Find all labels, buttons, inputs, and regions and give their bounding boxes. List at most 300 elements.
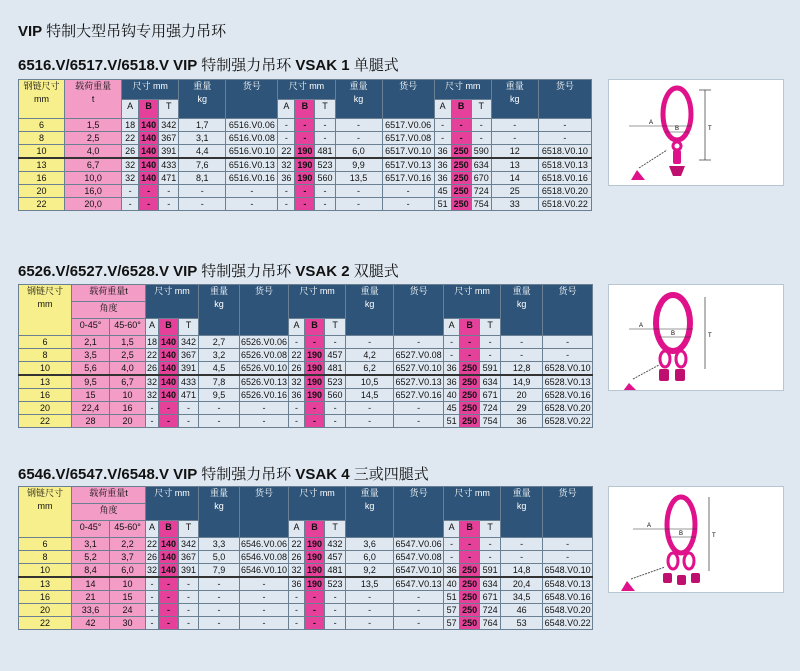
table-cell: - — [394, 591, 444, 604]
col-weight-1-unit: kg — [214, 501, 224, 511]
table-cell: - — [543, 349, 593, 362]
table-cell: 6 — [19, 336, 72, 349]
sling-1-leg-illustration — [609, 80, 783, 185]
table-cell: - — [444, 538, 460, 551]
table-cell: 250 — [460, 604, 480, 617]
table-cell: 26 — [147, 552, 158, 562]
table-cell: 32 — [122, 172, 139, 185]
table-cell: 51 — [444, 591, 460, 604]
col-b-3: B — [460, 319, 480, 336]
table-cell: 190 — [295, 172, 315, 185]
section-2-title-legs: 双腿式 — [353, 263, 399, 280]
col-code-3: 货号 — [543, 285, 593, 336]
table-cell: - — [146, 402, 159, 415]
table-cell: 15 — [72, 389, 110, 402]
table-row — [19, 119, 592, 132]
table-cell: - — [346, 591, 394, 604]
table-cell: 140 — [159, 349, 179, 362]
col-chain-size-label: 钢链尺寸 — [26, 488, 63, 498]
table-row — [19, 132, 592, 145]
table-cell: 6528.V0.22 — [544, 416, 591, 426]
table-cell: 5,0 — [199, 551, 240, 564]
col-t-1: T — [179, 521, 199, 538]
table-cell: - — [159, 402, 179, 415]
table-cell: - — [543, 538, 593, 551]
table-cell: 590 — [471, 145, 491, 159]
table-cell: 591 — [480, 362, 501, 376]
table-cell: - — [289, 336, 305, 349]
table-cell: 250 — [460, 577, 480, 591]
col-dim-3: 尺寸 mm — [444, 285, 501, 319]
table-cell: - — [394, 617, 444, 630]
col-dim-2: 尺寸 mm — [289, 285, 346, 319]
table-cell: - — [295, 185, 315, 198]
table-cell: 10,0 — [65, 172, 122, 185]
table-cell: - — [315, 119, 335, 132]
table-cell: 6547.V0.06 — [395, 539, 442, 549]
table-cell: - — [305, 336, 325, 349]
col-a-1: A — [146, 319, 159, 336]
table-cell: 1,5 — [110, 336, 146, 349]
table-cell: - — [305, 617, 325, 630]
label-t: T — [708, 126, 712, 132]
table-cell: 523 — [325, 375, 346, 389]
table-cell: - — [335, 185, 382, 198]
table-cell: - — [444, 336, 460, 349]
table-cell: - — [444, 551, 460, 564]
table-cell: - — [394, 336, 444, 349]
table-cell: 57 — [444, 604, 460, 617]
table-row — [19, 604, 593, 617]
col-dim-3: 尺寸 mm — [444, 487, 501, 521]
table-cell: 250 — [451, 185, 471, 198]
table-cell: - — [289, 591, 305, 604]
table-cell: 6518.V0.10 — [538, 145, 591, 159]
col-weight-3-unit: kg — [510, 94, 520, 104]
col-weight-2-label: 重量 — [360, 488, 379, 498]
table-cell: 6,0 — [346, 551, 394, 564]
table-cell: 26 — [289, 362, 305, 376]
table-cell: 24 — [110, 604, 146, 617]
table-cell: 32 — [147, 390, 158, 400]
table-cell: 342 — [179, 336, 199, 349]
table-cell: 13,5 — [346, 577, 394, 591]
table-cell: 12,8 — [501, 362, 543, 376]
table-cell: 6548.V0.20 — [544, 605, 591, 615]
table-row — [19, 617, 593, 630]
table-cell: 6516.V0.08 — [226, 132, 278, 145]
label-b: B — [679, 531, 684, 537]
table-cell: 10 — [19, 564, 72, 578]
table-cell: 432 — [325, 538, 346, 551]
sling-diagram-1-leg — [608, 79, 784, 186]
table-cell: - — [199, 604, 240, 617]
table-cell: 10 — [110, 389, 146, 402]
table-cell: 2,5 — [110, 349, 146, 362]
table-cell: 6 — [19, 538, 72, 551]
table-cell: - — [159, 415, 179, 428]
table-cell: - — [480, 336, 501, 349]
table-cell: 190 — [305, 538, 325, 551]
table-cell: 391 — [179, 362, 199, 376]
table-cell: 6,0 — [110, 564, 146, 578]
table-cell: - — [179, 591, 199, 604]
table-cell: - — [179, 577, 199, 591]
table-cell: 22 — [147, 350, 158, 360]
table-cell: - — [289, 402, 305, 415]
table-cell: 250 — [451, 145, 471, 159]
label-t: T — [712, 533, 716, 539]
table-cell: 6516.V0.13 — [226, 158, 278, 172]
table-row — [19, 158, 592, 172]
table-cell: - — [394, 402, 444, 415]
label-a: A — [647, 523, 652, 529]
table-cell: 391 — [159, 145, 179, 159]
table-cell: 14 — [72, 577, 110, 591]
section-1-table — [18, 79, 592, 211]
table-cell: 2,5 — [65, 132, 122, 145]
col-dim-1: 尺寸 mm — [146, 487, 199, 521]
col-weight-3-unit: kg — [516, 299, 527, 309]
table-cell: 36 — [444, 564, 460, 578]
table-cell: 26 — [122, 145, 139, 159]
col-weight-2 — [346, 285, 394, 336]
table-cell: 6528.V0.13 — [544, 377, 591, 387]
table-cell: 433 — [179, 375, 199, 389]
table-cell: 140 — [139, 119, 159, 132]
table-cell: 36 — [444, 362, 460, 376]
col-b-3: B — [460, 521, 480, 538]
table-cell: - — [159, 185, 179, 198]
table-cell: 57 — [444, 617, 460, 630]
table-row — [19, 591, 593, 604]
table-cell: 6,0 — [335, 145, 382, 159]
section-2-title — [18, 260, 399, 281]
col-t-2: T — [325, 319, 346, 336]
table-cell: - — [305, 415, 325, 428]
table-cell: 15 — [110, 591, 146, 604]
table-header-row — [19, 285, 593, 302]
col-angle-0-45: 0-45° — [72, 521, 110, 538]
table-cell: 32 — [289, 375, 305, 389]
table-cell: 140 — [159, 389, 179, 402]
col-dim-1: 尺寸 mm — [146, 285, 199, 319]
table-cell: 6,7 — [110, 375, 146, 389]
table-cell: 13 — [19, 577, 72, 591]
col-weight-2-unit: kg — [364, 501, 375, 511]
table-cell: 6548.V0.22 — [544, 618, 591, 628]
table-cell: 6 — [19, 119, 65, 132]
table-cell: 190 — [305, 389, 325, 402]
table-cell: - — [240, 604, 289, 617]
table-cell: 6546.V0.06 — [241, 539, 288, 549]
col-weight-1 — [199, 285, 240, 336]
table-cell: 14 — [491, 172, 538, 185]
table-row — [19, 336, 593, 349]
table-cell: - — [471, 119, 491, 132]
table-cell: 22 — [19, 415, 72, 428]
table-row — [19, 185, 592, 198]
table-cell: - — [146, 577, 159, 591]
table-cell: - — [451, 119, 471, 132]
table-row — [19, 145, 592, 159]
table-cell: 8 — [19, 551, 72, 564]
table-cell: 367 — [159, 132, 179, 145]
table-cell: 20,4 — [501, 577, 543, 591]
table-cell: - — [394, 604, 444, 617]
section-3-table — [18, 486, 593, 630]
col-code-1: 货号 — [226, 80, 278, 119]
table-cell: 6546.V0.08 — [241, 552, 288, 562]
table-row — [19, 538, 593, 551]
table-cell: 6518.V0.20 — [538, 185, 591, 198]
table-cell: 34,5 — [501, 591, 543, 604]
table-cell: - — [122, 185, 139, 198]
table-cell: 18 — [147, 337, 158, 347]
table-header-row — [19, 487, 593, 504]
col-a-2: A — [289, 521, 305, 538]
table-cell: 6527.V0.08 — [395, 350, 442, 360]
col-a-2: A — [289, 319, 305, 336]
col-a-1: A — [146, 521, 159, 538]
table-cell: 22,4 — [72, 402, 110, 415]
table-cell: - — [325, 617, 346, 630]
table-cell: 10,5 — [346, 375, 394, 389]
table-cell: 6517.V0.13 — [382, 158, 434, 172]
table-cell: 14,8 — [501, 564, 543, 578]
col-t-3: T — [480, 521, 501, 538]
table-row — [19, 389, 593, 402]
table-cell: 190 — [305, 577, 325, 591]
table-cell: 13 — [19, 375, 72, 389]
table-cell: 190 — [295, 158, 315, 172]
table-cell: 754 — [471, 198, 491, 211]
table-cell: 36 — [501, 415, 543, 428]
col-load: 载荷重量t — [72, 487, 146, 504]
table-cell: 4,0 — [110, 362, 146, 376]
table-cell: - — [538, 132, 591, 145]
table-cell: 670 — [471, 172, 491, 185]
table-cell: 6518.V0.13 — [538, 158, 591, 172]
table-cell: 6526.V0.13 — [241, 377, 288, 387]
table-cell: 6,7 — [65, 158, 122, 172]
table-cell: 4,4 — [179, 145, 226, 159]
table-cell: 42 — [72, 617, 110, 630]
table-cell: 20 — [110, 415, 146, 428]
col-weight-3-label: 重量 — [505, 81, 524, 91]
table-row — [19, 375, 593, 389]
table-cell: 433 — [159, 158, 179, 172]
table-cell: 6547.V0.08 — [395, 552, 442, 562]
table-cell: 591 — [480, 564, 501, 578]
table-cell: 367 — [179, 349, 199, 362]
col-dim-1: 尺寸 mm — [122, 80, 179, 100]
table-cell: 36 — [278, 172, 295, 185]
table-cell: - — [289, 415, 305, 428]
table-cell: 32 — [289, 564, 305, 578]
table-cell: - — [240, 415, 289, 428]
table-cell: - — [501, 336, 543, 349]
col-b-1: B — [139, 99, 159, 119]
table-cell: 20,0 — [65, 198, 122, 211]
table-cell: 190 — [305, 375, 325, 389]
table-cell: - — [295, 119, 315, 132]
table-cell: 5,2 — [72, 551, 110, 564]
label-a: A — [639, 323, 644, 329]
table-cell: - — [240, 591, 289, 604]
table-row — [19, 198, 592, 211]
col-weight-1-label: 重量 — [210, 286, 229, 296]
table-row — [19, 362, 593, 376]
col-weight-1-unit: kg — [214, 299, 224, 309]
page-title — [18, 20, 226, 41]
col-weight-3 — [491, 80, 538, 119]
table-cell: 9,9 — [335, 158, 382, 172]
table-cell: 471 — [159, 172, 179, 185]
col-code-2: 货号 — [394, 487, 444, 538]
col-weight-1-label: 重量 — [193, 81, 212, 91]
table-cell: 20 — [19, 604, 72, 617]
table-cell: - — [199, 617, 240, 630]
table-cell: 30 — [110, 617, 146, 630]
section-3-title-legs: 三或四腿式 — [353, 466, 429, 483]
table-cell: 53 — [501, 617, 543, 630]
col-chain-size-unit: mm — [37, 501, 53, 511]
table-cell: 3,6 — [346, 538, 394, 551]
table-cell: 6526.V0.16 — [241, 390, 288, 400]
table-cell: 140 — [159, 336, 179, 349]
table-cell: 250 — [451, 198, 471, 211]
col-b-2: B — [305, 319, 325, 336]
table-cell: 6518.V0.16 — [538, 172, 591, 185]
col-load-label: 载荷重量 — [75, 81, 112, 91]
col-b-3: B — [451, 99, 471, 119]
table-cell: - — [159, 198, 179, 211]
table-cell: - — [315, 198, 335, 211]
table-cell: - — [346, 604, 394, 617]
table-cell: 36 — [434, 172, 451, 185]
table-cell: - — [159, 604, 179, 617]
table-cell: 22 — [19, 617, 72, 630]
col-t-1: T — [179, 319, 199, 336]
table-header-row — [19, 80, 592, 100]
table-cell: - — [179, 415, 199, 428]
col-chain-size-label: 钢链尺寸 — [26, 286, 63, 296]
table-row — [19, 577, 593, 591]
table-cell: - — [444, 349, 460, 362]
table-cell: 481 — [315, 145, 335, 159]
table-cell: 6527.V0.16 — [395, 390, 442, 400]
table-cell: - — [460, 336, 480, 349]
table-cell: - — [179, 604, 199, 617]
col-weight-3-label: 重量 — [512, 488, 531, 498]
table-cell: 45 — [444, 402, 460, 415]
sling-diagram-2-leg — [608, 284, 784, 391]
table-cell: 8,1 — [179, 172, 226, 185]
col-load-unit: t — [91, 94, 95, 104]
table-cell: 140 — [139, 145, 159, 159]
col-t-2: T — [325, 521, 346, 538]
table-cell: 36 — [289, 389, 305, 402]
table-cell: - — [491, 119, 538, 132]
col-a-3: A — [434, 99, 451, 119]
table-cell: 342 — [179, 538, 199, 551]
table-cell: - — [278, 119, 295, 132]
table-cell: 5,6 — [72, 362, 110, 376]
table-cell: 457 — [325, 551, 346, 564]
table-cell: 51 — [434, 198, 451, 211]
table-cell: 28 — [72, 415, 110, 428]
table-cell: 367 — [179, 551, 199, 564]
table-row — [19, 551, 593, 564]
table-cell: 16 — [19, 389, 72, 402]
col-angle-45-60: 45-60° — [110, 319, 146, 336]
table-cell: - — [335, 132, 382, 145]
table-cell: 33,6 — [72, 604, 110, 617]
table-cell: 33 — [491, 198, 538, 211]
col-weight-2-unit: kg — [353, 94, 364, 104]
table-cell: 16 — [110, 402, 146, 415]
page-title-cn: 特制大型吊钩专用强力吊环 — [46, 23, 227, 40]
table-cell: 140 — [139, 158, 159, 172]
table-cell: - — [199, 577, 240, 591]
table-cell: 6516.V0.10 — [226, 145, 278, 159]
col-angle: 角度 — [72, 504, 146, 521]
table-cell: 2,1 — [72, 336, 110, 349]
table-cell: - — [325, 336, 346, 349]
table-cell: 13 — [491, 158, 538, 172]
table-cell: 634 — [480, 577, 501, 591]
table-cell: - — [289, 604, 305, 617]
table-cell: 40 — [444, 389, 460, 402]
table-cell: 140 — [159, 564, 179, 578]
col-t-3: T — [480, 319, 501, 336]
label-a: A — [649, 120, 654, 126]
table-cell: 20 — [19, 402, 72, 415]
table-cell: 140 — [159, 375, 179, 389]
col-code-3: 货号 — [543, 487, 593, 538]
table-cell: 190 — [305, 362, 325, 376]
table-cell: - — [159, 617, 179, 630]
section-2-title-code: 6526.V/6527.V/6528.V VIP — [18, 263, 198, 280]
table-cell: - — [305, 604, 325, 617]
table-cell: 481 — [325, 362, 346, 376]
table-cell: 29 — [501, 402, 543, 415]
table-cell: 250 — [460, 591, 480, 604]
table-cell: - — [346, 336, 394, 349]
table-cell: 724 — [471, 185, 491, 198]
section-3-title-code: 6546.V/6547.V/6548.V VIP — [18, 466, 198, 483]
table-row — [19, 564, 593, 578]
table-cell: 523 — [315, 158, 335, 172]
table-cell: 250 — [460, 415, 480, 428]
table-cell: - — [122, 198, 139, 211]
sling-4-leg-illustration — [609, 487, 783, 592]
table-cell: 671 — [480, 591, 501, 604]
table-cell: 1,7 — [179, 119, 226, 132]
table-cell: - — [278, 132, 295, 145]
table-cell: 6528.V0.20 — [544, 403, 591, 413]
table-cell: 14,9 — [501, 375, 543, 389]
table-cell: 140 — [159, 538, 179, 551]
table-cell: - — [382, 185, 434, 198]
table-cell: 8 — [19, 132, 65, 145]
table-cell: 10 — [19, 362, 72, 376]
table-cell: 6548.V0.10 — [544, 565, 591, 575]
table-cell: 6546.V0.10 — [241, 565, 288, 575]
table-cell: - — [295, 198, 315, 211]
col-load — [65, 80, 122, 119]
